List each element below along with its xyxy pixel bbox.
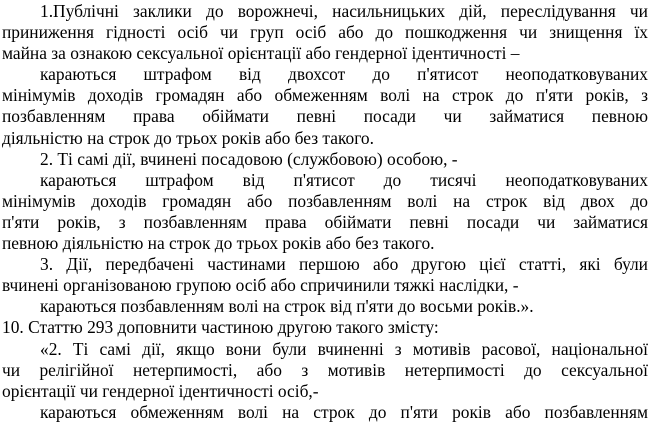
document-line-7: діяльністю на строк до трьох років або без такого. [2, 127, 374, 148]
document-line-2: приниження гідності осіб чи груп осіб або до пошкодження чи знищення їх [2, 22, 648, 43]
document-line-8: 2. Ті самі дії, вчинені посадовою (службовою) особою, - [40, 148, 458, 169]
document-line-9: караються штрафом від п'ятисот до тисячі неоподатковуваних [40, 169, 648, 190]
document-line-12: певною діяльністю на строк до трьох років або без такого. [2, 233, 435, 254]
document-line-6: позбавленням права обіймати певні посади чи займатися певною [2, 106, 648, 127]
document-line-13: 3. Дії, передбачені частинами першою або другою цієї статті, які були [40, 254, 648, 275]
document-line-16: 10. Статтю 293 доповнити частиною другою такого змісту: [2, 317, 439, 338]
document-line-3: майна за ознакою сексуальної орієнтації або гендерної ідентичності – [2, 43, 520, 64]
document-line-14: вчинені організованою групою осіб або спричинили тяжкі наслідки, - [2, 275, 519, 296]
document-line-4: караються штрафом від двохсот до п'ятисот неоподатковуваних [40, 64, 648, 85]
document-line-18: чи релігійної нетерпимості, або з мотивів нетерпимості до сексуальної [2, 359, 648, 380]
document-line-5: мінімумів доходів громадян або обмеженням волі на строк до п'яти років, з [2, 85, 648, 106]
document-line-17: «2. Ті самі дії, якщо вони були вчиненні з мотивів расової, національної [40, 338, 648, 359]
document-line-19: орієнтації чи гендерної ідентичності осіб,- [2, 380, 319, 401]
document-line-1: 1.Публічні заклики до ворожнечі, насильницьких дій, переслідування чи [40, 1, 648, 21]
document-line-10: мінімумів доходів громадян або позбавленням волі на строк від двох до [2, 190, 648, 211]
document-line-20-clipped: караються обмеженням волі на строк до п'яти років або позбавленням [40, 401, 648, 422]
document-line-11: п'яти років, з позбавленням права обіймати певні посади чи займатися [2, 211, 648, 232]
document-line-15: караються позбавленням волі на строк від п'яти до восьми років.». [40, 296, 534, 317]
